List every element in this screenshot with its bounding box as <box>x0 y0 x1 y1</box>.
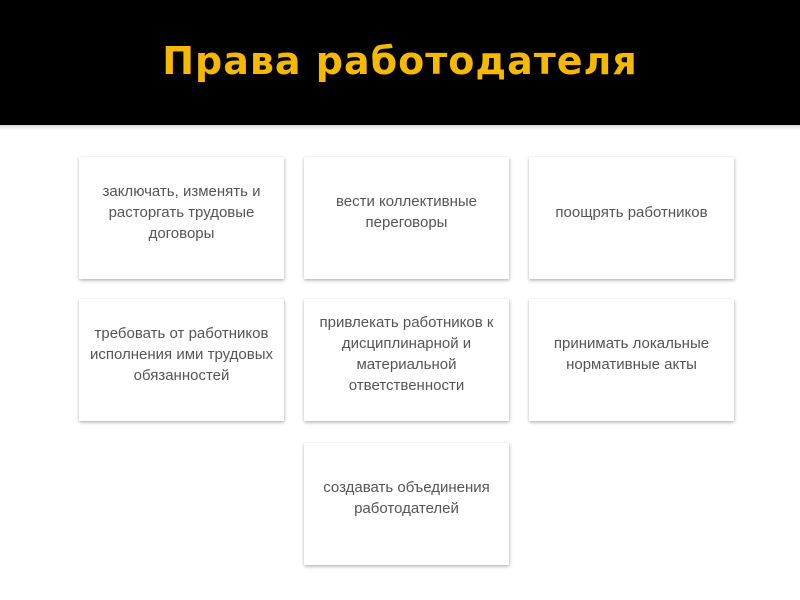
right-card-disciplinary-liability <box>304 299 509 421</box>
right-card-text: вести коллективные переговоры <box>335 193 477 231</box>
right-card-demand-duties <box>79 299 284 421</box>
right-card-text: создавать объединения работодателей <box>323 479 490 517</box>
right-card-text: требовать от работников исполнения ими трудовых обязанностей <box>90 324 273 384</box>
right-card-employer-associations <box>304 443 509 565</box>
right-card-text: принимать локальные нормативные акты <box>553 335 710 373</box>
right-card-conclude-contracts <box>79 157 284 279</box>
right-card-collective-bargaining <box>304 157 509 279</box>
slide-title: Права работодателя <box>162 38 638 83</box>
title-divider <box>0 125 800 130</box>
right-card-encourage-workers <box>529 157 734 279</box>
title-bar <box>0 0 800 125</box>
right-card-text: поощрять работников <box>555 203 708 221</box>
right-card-text: привлекать работников к дисциплинарной и материальной ответственности <box>319 314 494 394</box>
right-card-text: заключать, изменять и расторгать трудовые договоры <box>102 182 261 242</box>
right-card-local-acts <box>529 299 734 421</box>
